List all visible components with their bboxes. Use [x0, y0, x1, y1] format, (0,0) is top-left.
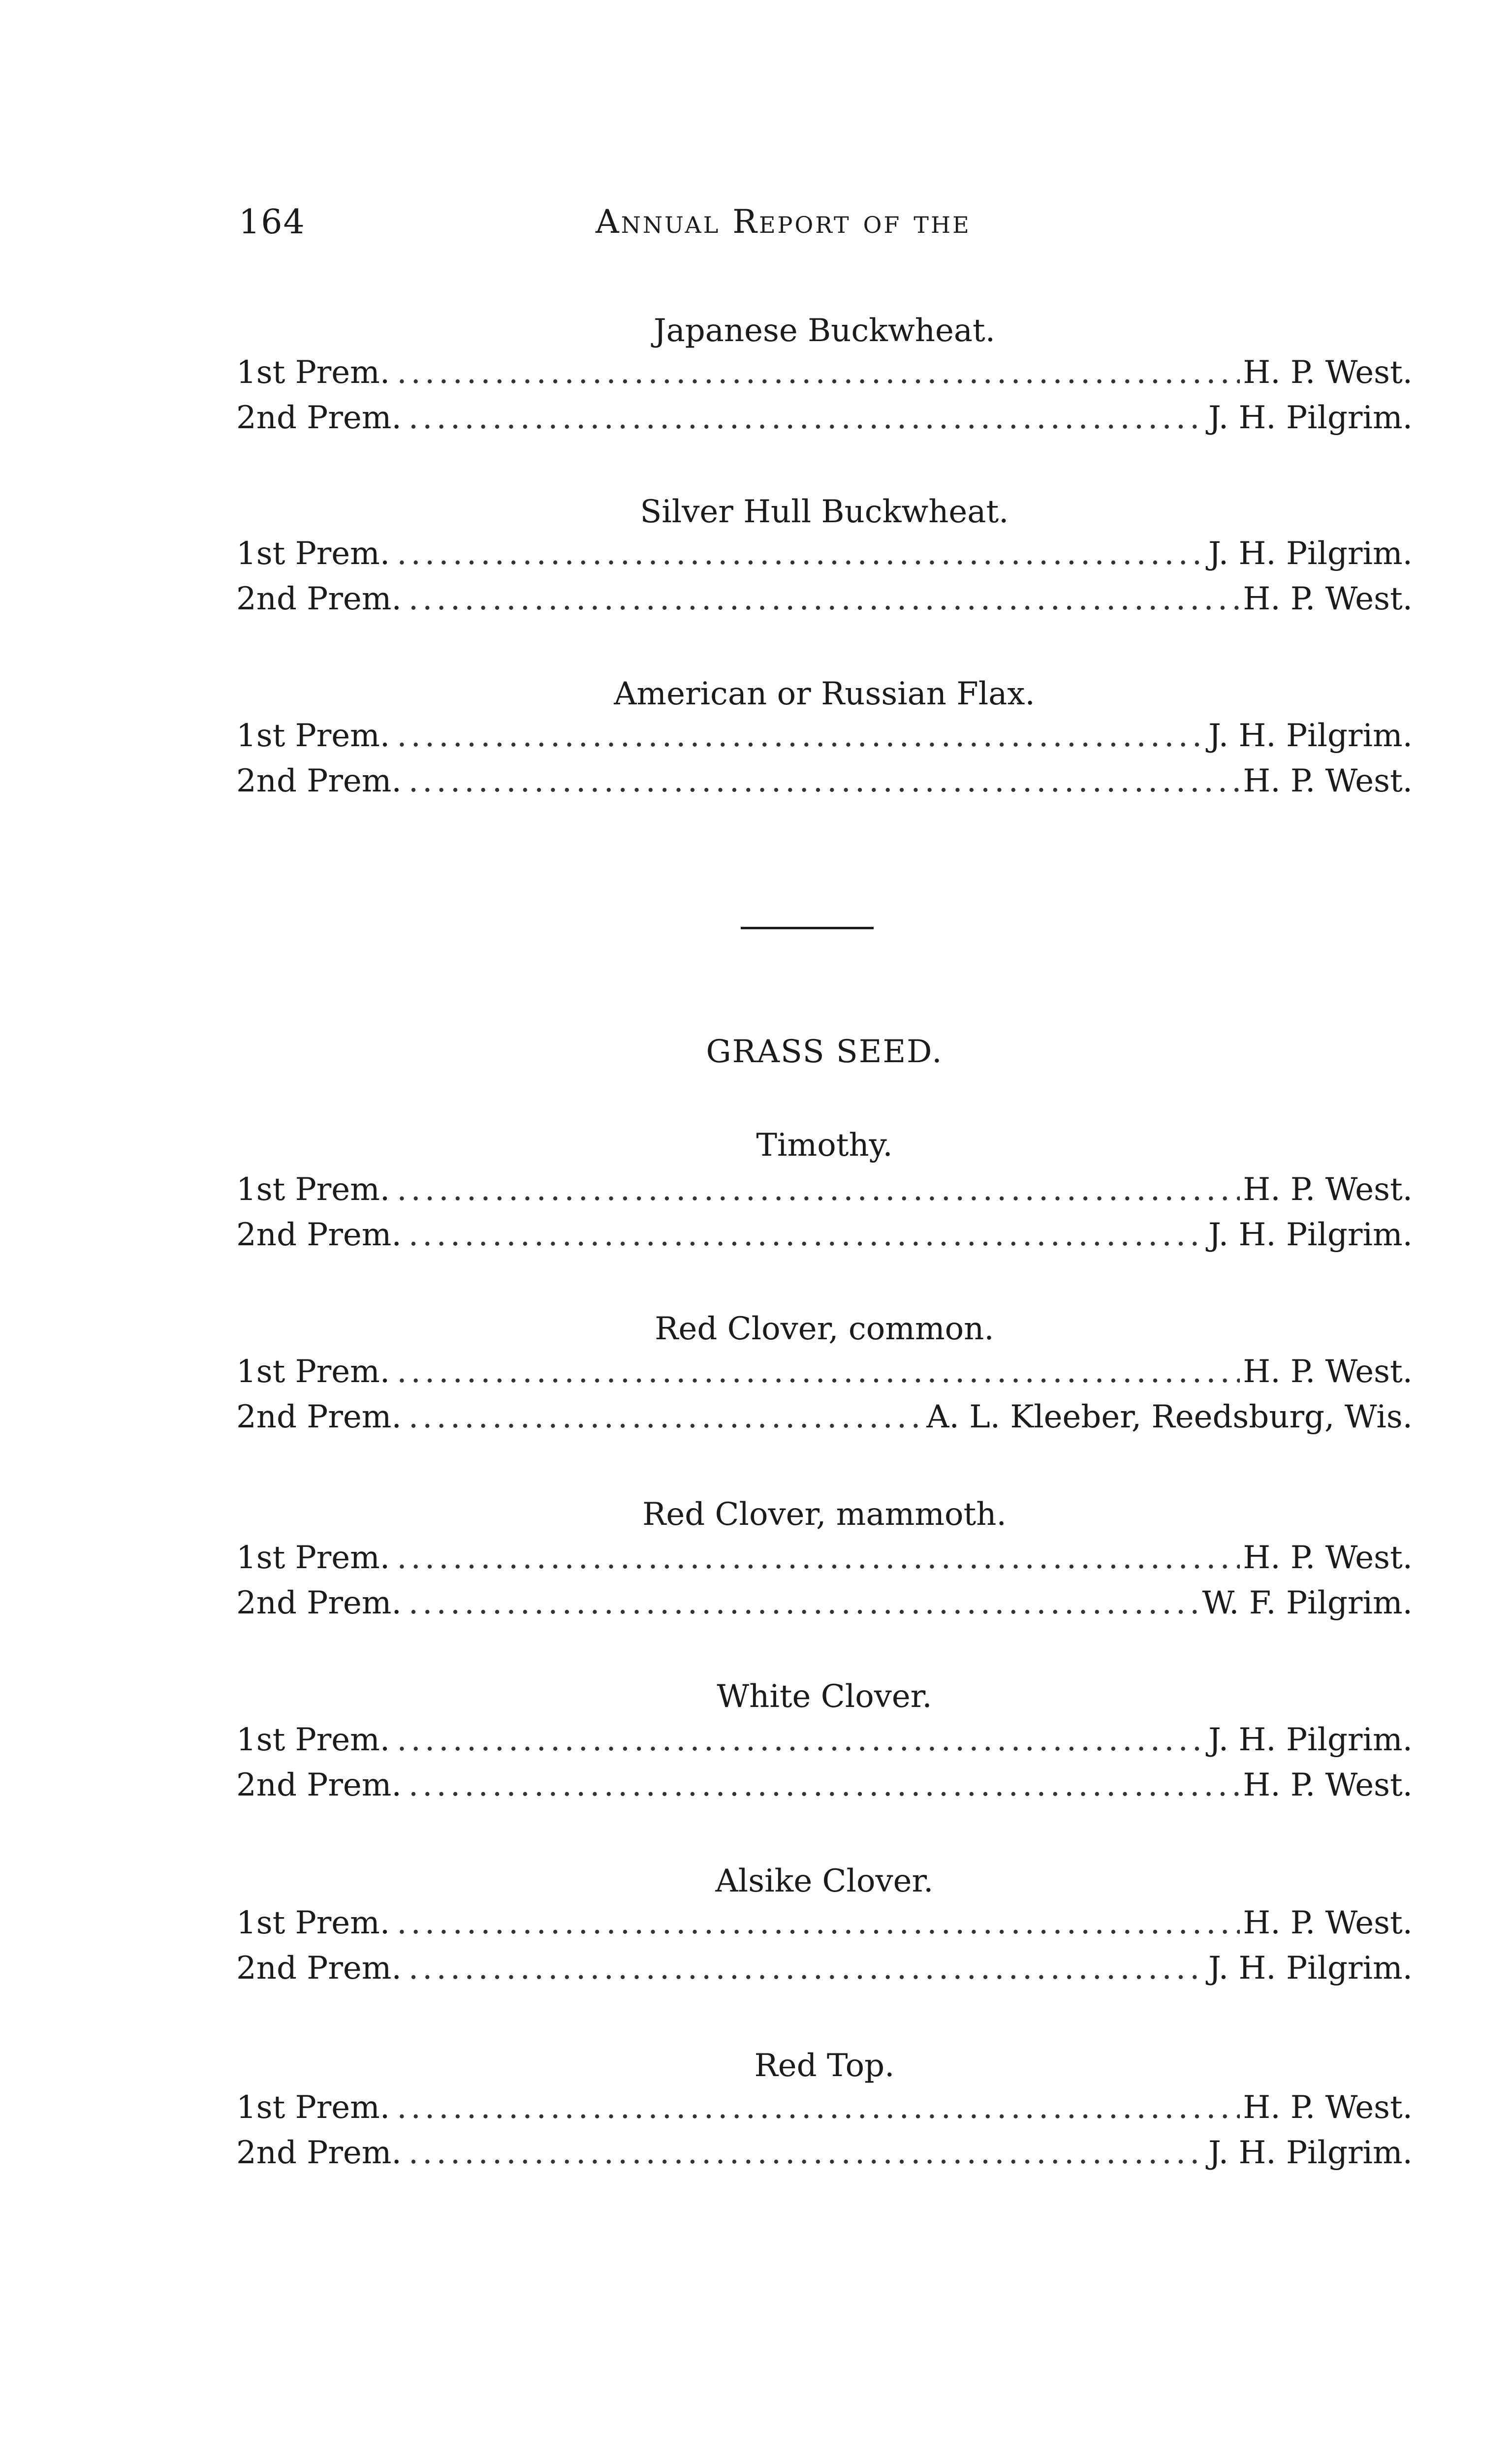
premium-label: 2nd Prem.: [236, 1585, 402, 1621]
dot-leader: [397, 1540, 1240, 1576]
group-heading: Red Clover, mammoth.: [642, 1496, 1007, 1533]
group-heading: Red Clover, common.: [655, 1311, 994, 1347]
premium-winner: J. H. Pilgrim.: [1208, 718, 1413, 754]
premium-label: 2nd Prem.: [236, 581, 402, 617]
group-heading: White Clover.: [717, 1678, 932, 1715]
dot-leader: [409, 400, 1205, 436]
premium-label: 1st Prem.: [236, 536, 390, 572]
premium-winner: H. P. West.: [1243, 763, 1413, 799]
dot-leader: [397, 354, 1240, 391]
premium-row: [236, 1354, 1413, 1393]
premium-winner: A. L. Kleeber, Reedsburg, Wis.: [926, 1399, 1413, 1435]
premium-label: 1st Prem.: [236, 354, 390, 391]
premium-winner: H. P. West.: [1243, 2089, 1413, 2126]
premium-winner: J. H. Pilgrim.: [1208, 1217, 1413, 1253]
premium-winner: J. H. Pilgrim.: [1208, 1722, 1413, 1758]
premium-label: 2nd Prem.: [236, 2135, 402, 2171]
premium-label: 1st Prem.: [236, 1540, 390, 1576]
group-heading: American or Russian Flax.: [614, 676, 1035, 712]
dot-leader: [397, 1905, 1240, 1941]
premium-winner: J. H. Pilgrim.: [1208, 536, 1413, 572]
dot-leader: [397, 1722, 1205, 1758]
premium-row: [236, 718, 1413, 757]
dot-leader: [409, 1399, 923, 1435]
dot-leader: [397, 2089, 1240, 2126]
premium-label: 2nd Prem.: [236, 1950, 402, 1987]
premium-label: 2nd Prem.: [236, 400, 402, 436]
dot-leader: [409, 1585, 1199, 1621]
premium-row: [236, 1722, 1413, 1761]
premium-row: [236, 400, 1413, 439]
dot-leader: [397, 536, 1205, 572]
premium-row: [236, 2135, 1413, 2174]
premium-label: 2nd Prem.: [236, 763, 402, 799]
premium-label: 1st Prem.: [236, 1354, 390, 1390]
dot-leader: [409, 763, 1240, 799]
premium-row: [236, 1950, 1413, 1989]
premium-row: [236, 536, 1413, 575]
premium-row: [236, 1399, 1413, 1438]
premium-row: [236, 1540, 1413, 1579]
premium-winner: J. H. Pilgrim.: [1208, 2135, 1413, 2171]
premium-label: 1st Prem.: [236, 1171, 390, 1208]
section-title: GRASS SEED.: [706, 1034, 943, 1070]
premium-label: 1st Prem.: [236, 1905, 390, 1941]
premium-label: 2nd Prem.: [236, 1767, 402, 1803]
dot-leader: [397, 1354, 1240, 1390]
premium-winner: H. P. West.: [1243, 581, 1413, 617]
premium-winner: H. P. West.: [1243, 1354, 1413, 1390]
dot-leader: [409, 581, 1240, 617]
premium-winner: W. F. Pilgrim.: [1202, 1585, 1413, 1621]
premium-winner: H. P. West.: [1243, 354, 1413, 391]
premium-row: [236, 2089, 1413, 2129]
premium-label: 2nd Prem.: [236, 1399, 402, 1435]
premium-row: [236, 581, 1413, 620]
premium-label: 1st Prem.: [236, 2089, 390, 2126]
premium-winner: H. P. West.: [1243, 1540, 1413, 1576]
group-heading: Timothy.: [756, 1127, 893, 1164]
premium-row: [236, 1905, 1413, 1944]
premium-winner: H. P. West.: [1243, 1905, 1413, 1941]
dot-leader: [409, 2135, 1205, 2171]
premium-row: [236, 354, 1413, 394]
group-heading: Japanese Buckwheat.: [653, 313, 996, 349]
premium-winner: J. H. Pilgrim.: [1208, 400, 1413, 436]
group-heading: Silver Hull Buckwheat.: [640, 494, 1009, 530]
running-head: Annual Report of the: [596, 203, 971, 241]
premium-label: 2nd Prem.: [236, 1217, 402, 1253]
premium-label: 1st Prem.: [236, 718, 390, 754]
dot-leader: [397, 1171, 1240, 1208]
premium-winner: H. P. West.: [1243, 1767, 1413, 1803]
dot-leader: [409, 1217, 1205, 1253]
dot-leader: [409, 1767, 1240, 1803]
group-heading: Alsike Clover.: [715, 1863, 934, 1899]
premium-row: [236, 1217, 1413, 1256]
page-number: 164: [239, 203, 306, 242]
premium-label: 1st Prem.: [236, 1722, 390, 1758]
premium-row: [236, 1171, 1413, 1211]
dot-leader: [397, 718, 1205, 754]
premium-winner: H. P. West.: [1243, 1171, 1413, 1208]
premium-row: [236, 763, 1413, 802]
premium-winner: J. H. Pilgrim.: [1208, 1950, 1413, 1987]
dot-leader: [409, 1950, 1205, 1987]
premium-row: [236, 1767, 1413, 1806]
group-heading: Red Top.: [754, 2048, 895, 2084]
section-divider: [741, 927, 874, 929]
premium-row: [236, 1585, 1413, 1624]
